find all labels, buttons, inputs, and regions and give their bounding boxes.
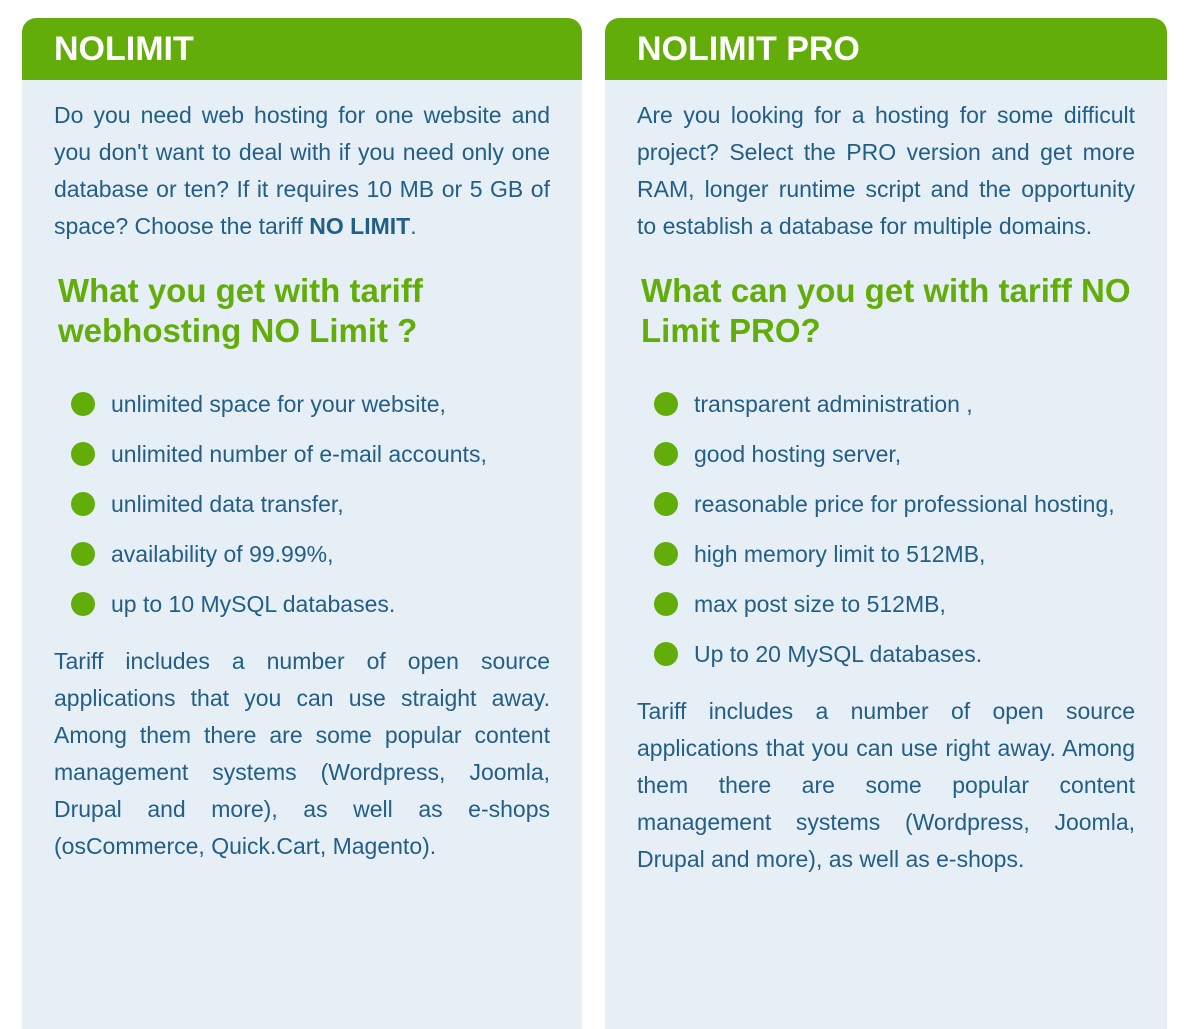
features-heading: What can you get with tariff NO Limit PRO? (641, 272, 1131, 349)
intro-paragraph (54, 80, 550, 245)
card-body (22, 80, 582, 865)
card-title: NOLIMIT (22, 18, 582, 80)
feature-item (637, 429, 1135, 479)
feature-item (54, 579, 550, 629)
feature-item (54, 429, 550, 479)
card-title: NOLIMIT PRO (605, 18, 1167, 80)
intro-text: Do you need web hosting for one website and you don't want to deal with if you need only one database or ten? If it requires 10 MB or 5 GB of space? Choose the tariff (54, 102, 550, 239)
feature-text: availability of 99.99%, (111, 541, 334, 567)
feature-item (54, 379, 550, 429)
bullet-dot-icon (654, 542, 678, 566)
feature-text: up to 10 MySQL databases. (111, 591, 396, 617)
intro-end: . (410, 213, 417, 239)
bullet-dot-icon (654, 592, 678, 616)
feature-item (637, 529, 1135, 579)
card-body (605, 80, 1167, 878)
outro-paragraph: Tariff includes a number of open source applications that you can use straight away. Among them there are some popular content management systems (Wordpress, Joomla, Drupal and more), as well as e-shops (osCommerce, Quick.Cart, Magento). (54, 648, 550, 859)
bullet-dot-icon (71, 392, 95, 416)
feature-item (637, 579, 1135, 629)
bullet-dot-icon (654, 392, 678, 416)
bullet-dot-icon (654, 442, 678, 466)
bullet-dot-icon (654, 492, 678, 516)
outro-paragraph: Tariff includes a number of open source applications that you can use right away. Among them there are some popular content management systems (Wordpress, Joomla, Drupal and more), as well as e-shops. (637, 698, 1135, 872)
intro-paragraph: Are you looking for a hosting for some difficult project? Select the PRO version and get more RAM, longer runtime script and the opportunity to establish a database for multiple domains. (637, 102, 1135, 239)
feature-text: Up to 20 MySQL databases. (694, 641, 983, 667)
bullet-dot-icon (71, 442, 95, 466)
feature-text: high memory limit to 512MB, (694, 541, 986, 567)
bullet-dot-icon (71, 492, 95, 516)
feature-text: good hosting server, (694, 441, 902, 467)
feature-text: unlimited space for your website, (111, 391, 446, 417)
tariff-card-nolimit-pro (605, 18, 1167, 1029)
feature-item (637, 479, 1135, 529)
features-heading: What you get with tariff webhosting NO Limit ? (58, 272, 423, 349)
feature-text: unlimited data transfer, (111, 491, 344, 517)
feature-text: unlimited number of e-mail accounts, (111, 441, 487, 467)
feature-item (54, 479, 550, 529)
bullet-dot-icon (71, 542, 95, 566)
features-list (637, 379, 1135, 679)
feature-item (637, 629, 1135, 679)
feature-item (54, 529, 550, 579)
feature-text: transparent administration , (694, 391, 973, 417)
feature-text: reasonable price for professional hosting, (694, 491, 1115, 517)
feature-text: max post size to 512MB, (694, 591, 946, 617)
bullet-dot-icon (654, 642, 678, 666)
tariff-card-nolimit (22, 18, 582, 1029)
tariff-name-bold: NO LIMIT (309, 213, 411, 239)
feature-item (637, 379, 1135, 429)
features-list (54, 379, 550, 629)
bullet-dot-icon (71, 592, 95, 616)
